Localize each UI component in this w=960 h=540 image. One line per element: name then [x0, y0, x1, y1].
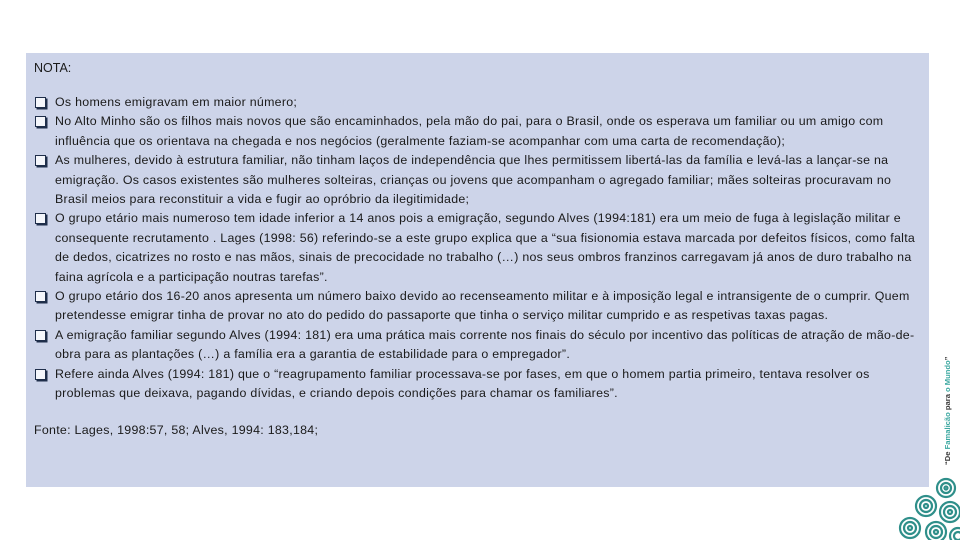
note-item — [34, 209, 919, 287]
side-caption-part2: para — [943, 391, 952, 413]
checkbox-icon — [35, 116, 46, 127]
side-caption-part3: ” — [943, 356, 952, 361]
note-item — [34, 365, 919, 404]
note-item-text: Os homens emigravam em maior número; — [55, 95, 298, 109]
checkbox-icon — [35, 330, 46, 341]
checkbox-icon — [35, 369, 46, 380]
note-item — [34, 287, 919, 326]
note-item — [34, 112, 919, 151]
note-list — [34, 93, 919, 404]
side-caption-accent1: Famalicão — [943, 412, 952, 450]
checkbox-icon — [35, 213, 46, 224]
note-item-text: A emigração familiar segundo Alves (1994: 181) era uma prática mais corrente nos finais do século por incentivo das políticas de atração de mão-de-obra para as plantações (…) a família era a garantia de estabilidade para o empregador”. — [55, 327, 915, 362]
note-item — [34, 151, 919, 209]
note-source: Fonte: Lages, 1998:57, 58; Alves, 1994: 183,184; — [34, 422, 319, 437]
checkbox-icon — [35, 97, 46, 108]
note-item-text: Refere ainda Alves (1994: 181) que o “reagrupamento familiar processava-se por fases, em que o homem partia primeiro, tentava resolver os problemas que deixava, pagando dívidas, e criando depois condições para chamar os familiares”. — [55, 366, 870, 401]
note-item-text: No Alto Minho são os filhos mais novos que são encaminhados, pela mão do pai, para o Brasil, onde os esperava um familiar ou um amigo com influência que os orientava na chegada e nos negócios (geralmente faziam-se acompanhar com uma carta de recomendação); — [55, 114, 884, 148]
side-caption-accent2: o Mundo — [943, 360, 952, 392]
swirl-logo-icon — [898, 476, 960, 540]
checkbox-icon — [35, 155, 46, 166]
note-item-text: As mulheres, devido à estrutura familiar, não tinham laços de independência que lhes permitissem libertá-las da família e levá-las a lançar-se na emigração. Os casos existentes são mulheres solteiras, crianças ou jovens que acompanham o agregado familiar; mães solteiras procuravam no Brasil meios para reconstituir a vida e fugir ao opróbrio da ilegitimidade; — [55, 153, 892, 207]
side-caption — [943, 345, 957, 465]
note-item-text: O grupo etário mais numeroso tem idade inferior a 14 anos pois a emigração, segundo Alves (1994:181) era um meio de fuga à legislação militar e consequente recrutamento . Lages (1998: 56) referindo-se a este grupo explica que a “sua fisionomia estava marcada por defeitos físicos, como falta de dedos, cicatrizes no rosto e nas mãos, sinais de precocidade no trabalho (…) nos seus ombros franzinos carregavam já anos de duro trabalho na faina agrícola e a participação noutras tarefas”. — [55, 211, 916, 284]
note-box — [26, 53, 929, 487]
checkbox-icon — [35, 291, 46, 302]
side-caption-part1: “De — [943, 449, 952, 465]
note-title: NOTA: — [34, 61, 72, 75]
note-item-text: O grupo etário dos 16-20 anos apresenta um número baixo devido ao recenseamento militar e à imposição legal e intransigente de o cumprir. Quem pretendesse emigrar tinha de provar no ato do pedido do passaporte que tinha o serviço militar cumprido e as respetivas taxas pagas. — [55, 289, 910, 323]
note-item — [34, 326, 919, 365]
note-item — [34, 93, 919, 112]
